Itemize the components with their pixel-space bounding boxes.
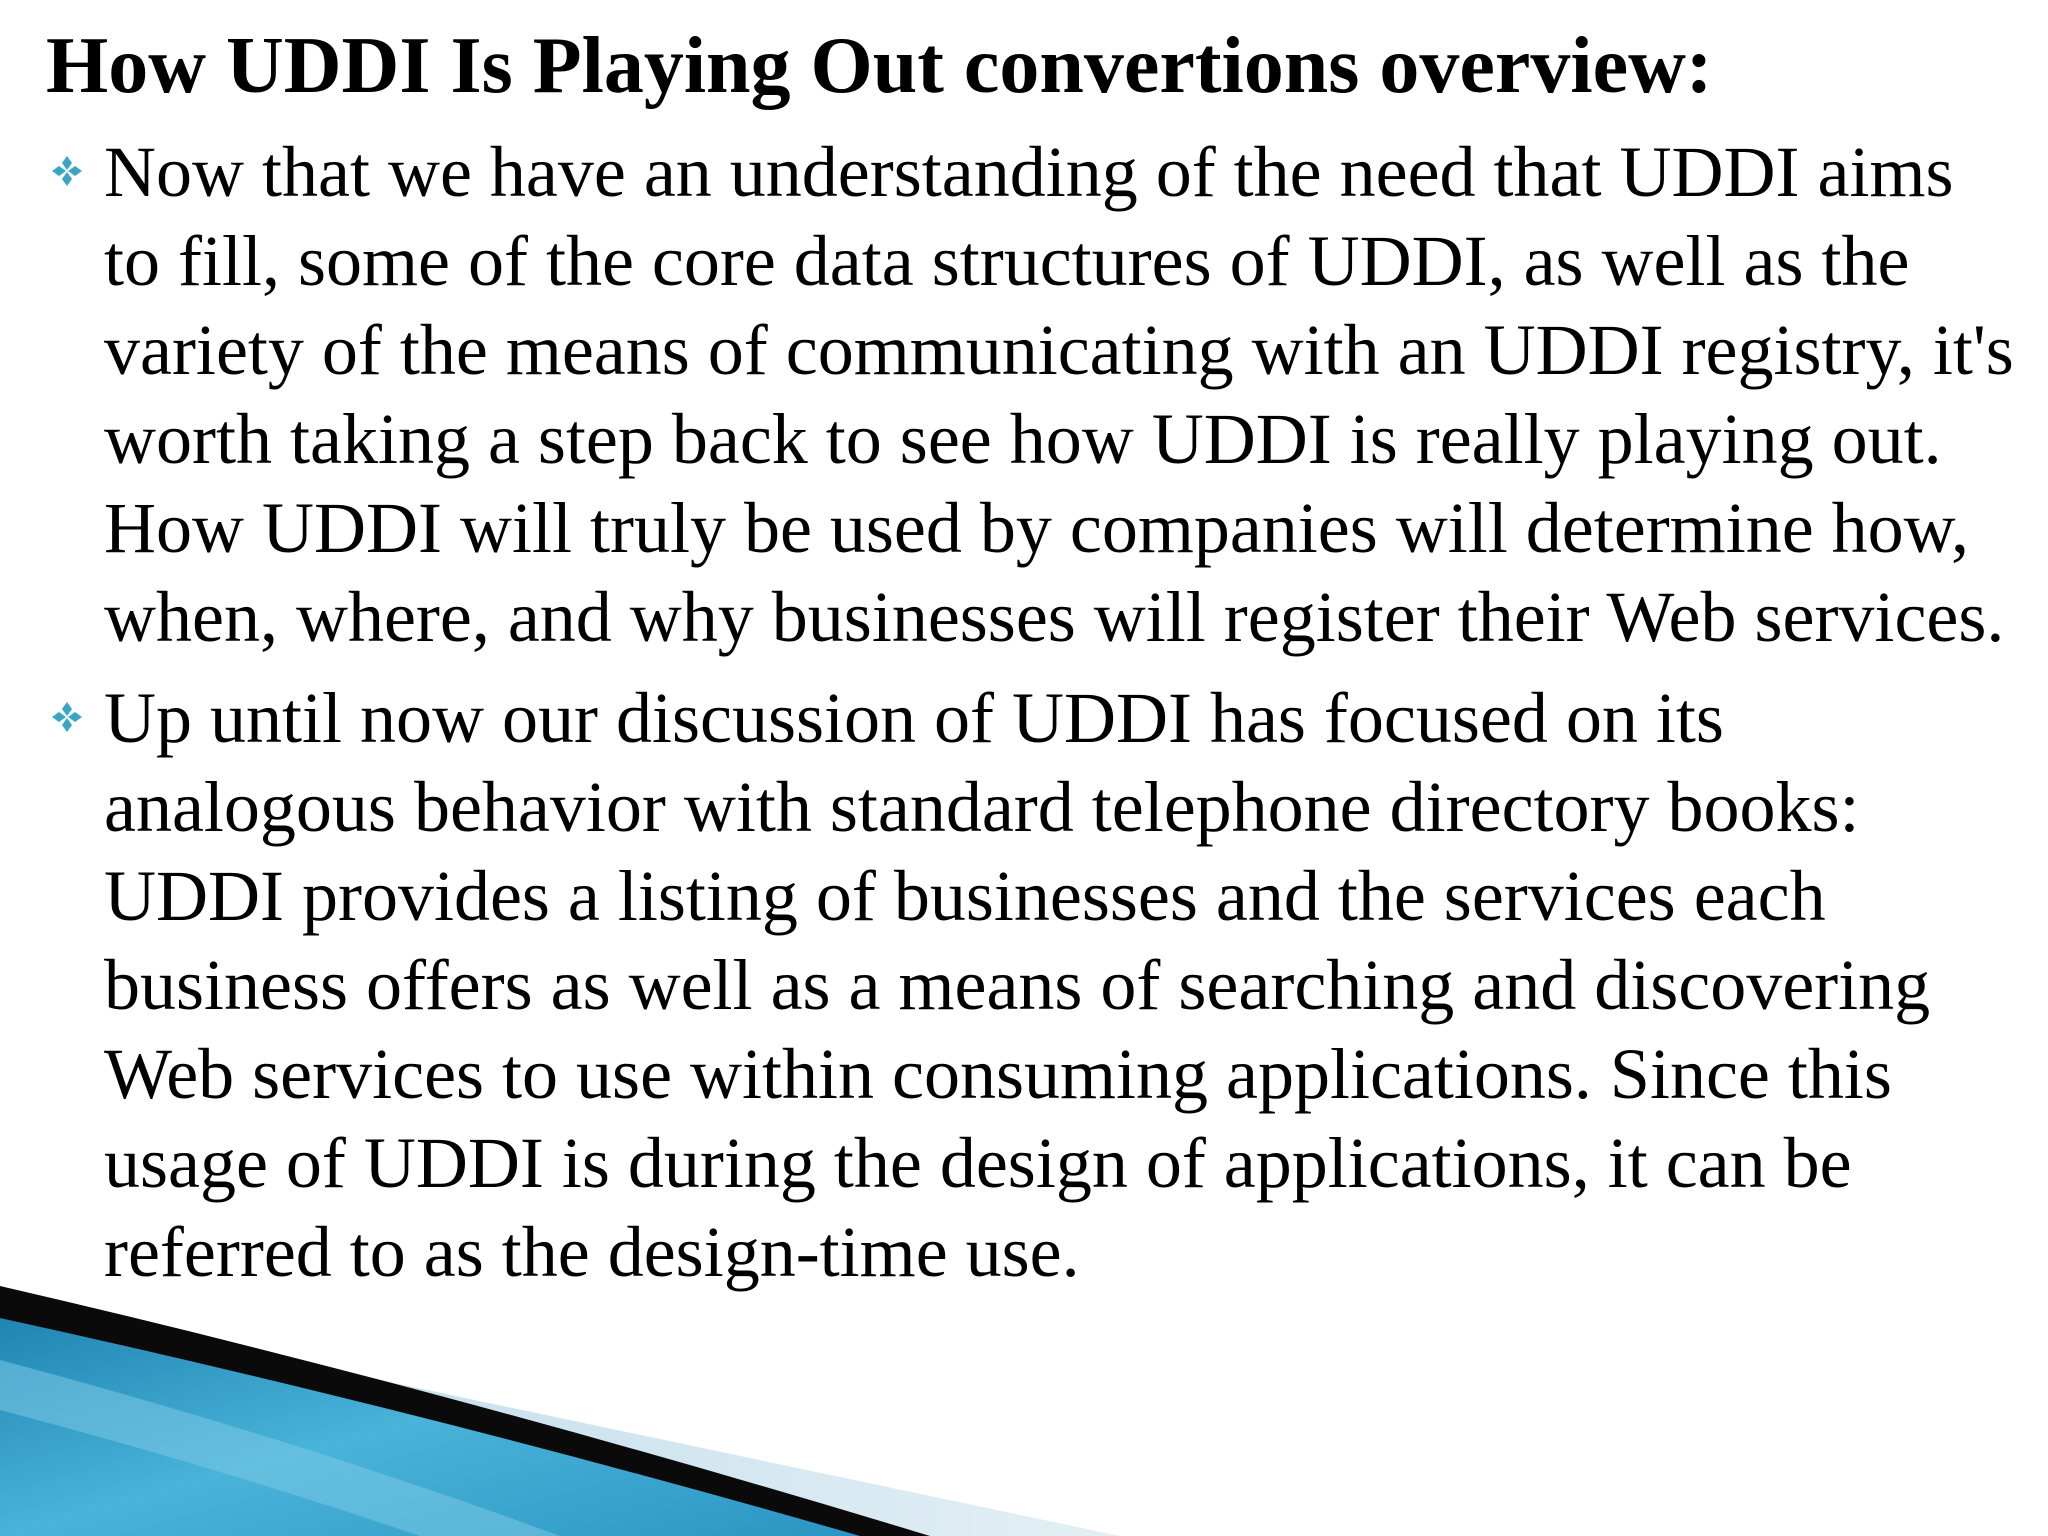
bullet-text: Up until now our discussion of UDDI has focused on its analogous behavior with standard telephone directory books: UDDI provides a listing of businesses and the services each business offers as well as a means of searching and discovering Web services to use within consuming applications. Since this usage of UDDI is during the design of applications, it can be referred to as the design-time use.	[104, 678, 1931, 1292]
slide-title: How UDDI Is Playing Out convertions overview:	[46, 22, 1713, 110]
bullet-text: Now that we have an understanding of the need that UDDI aims to fill, some of the core data structures of UDDI, as well as the variety of the means of communicating with an UDDI registry, it's worth taking a step back to see how UDDI is really playing out. How UDDI will truly be used by companies will determine how, when, where, and why businesses will register their Web services.	[104, 132, 2014, 657]
bullet-item	[46, 128, 2026, 662]
bullet-list	[46, 128, 2026, 1309]
diamond-bullet-icon	[50, 700, 84, 734]
diamond-bullet-icon	[50, 154, 84, 188]
bullet-item	[46, 674, 2026, 1297]
